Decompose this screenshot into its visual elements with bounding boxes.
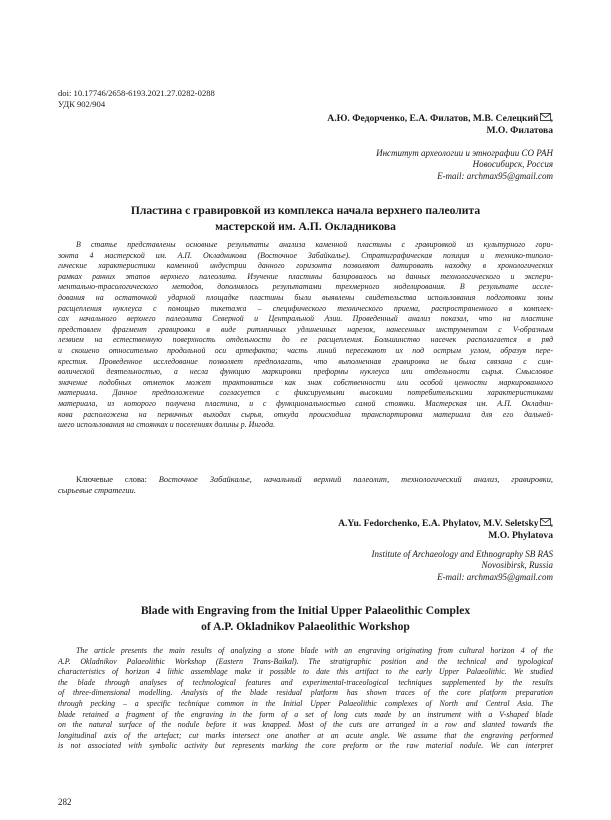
ru-title-line: мастерской им. А.П. Окладникова — [215, 219, 396, 233]
ru-abstract-line: ментально-трасологического методов, дополнялось результатами трехмерного моделирования. В результате иссле- — [58, 282, 553, 292]
ru-keywords-line — [58, 474, 553, 485]
en-abstract-line: characteristics of horizon 4 lithic assemblage make it possible to date this artifact to the early Upper Palaeolithic. We studied — [58, 667, 553, 677]
en-authors-line2: M.O. Phylatova — [488, 530, 553, 541]
ru-abstract-line: лезвием на естественную поверхность отдельности до ее расщепления. Большинство насечек располагается в ряд — [58, 335, 553, 345]
en-title-line: of A.P. Okladnikov Palaeolithic Workshop — [201, 619, 410, 633]
ru-abstract-line: кова расположена на первичных выходах сырья, откуда происходила транспортировка материала для его дальней- — [58, 409, 553, 419]
ru-city: Новосибирск, Россия — [472, 159, 553, 170]
envelope-icon — [540, 113, 551, 121]
en-city: Novosibirsk, Russia — [481, 560, 553, 571]
ru-abstract-line: расщепления нуклеуса с помощью пикетажа – специфического технического приема, распространенного в комплек- — [58, 303, 553, 313]
ru-title-line: Пластина с гравировкой из комплекса начала верхнего палеолита — [130, 204, 481, 217]
en-abstract-line: longitudinal axis of the artefact; cut marks intersect one another at an acute angle. We assume that the engraving performed — [58, 730, 553, 740]
en-abstract-line: is not associated with symbolic activity but represents marking the core preform or the raw material nodule. We can interpret — [58, 741, 553, 751]
ru-abstract-line: и скошено относительно продольной оси артефакта; часть линий пересекают их под острым углом, образуя пере- — [58, 345, 553, 355]
ru-authors-line: А.Ю. Федорченко, Е.А. Филатов, М.В. Селецкий , — [327, 113, 553, 124]
en-title — [58, 603, 553, 634]
ru-abstract-line: материала. Данное предположение согласуется с фиксируемыми высокими потребительскими характеристиками — [58, 388, 553, 398]
en-abstract-line: on the natural surface of the nodule before it was knapped. Most of the cuts are arranged in a row and slanted towards the — [58, 720, 553, 730]
en-affiliation — [372, 549, 553, 583]
en-abstract-line: of three-dimensional modelling. Analysis of the blade residual platform has shown traces of the core platform preparation — [58, 688, 553, 698]
ru-abstract-line: В статье представлены основные результаты анализа каменной пластины с гравировкой из культурного гори- — [76, 240, 553, 249]
ru-keywords-line2: сырьевые стратегии. — [58, 486, 136, 496]
ru-abstract-line: значение подобных отметок может трактоваться как знак собственности или особой ценности маркированного — [58, 377, 553, 387]
ru-abstract-line: материала, из которого получена пластина, и с функциональностью самой стоянки. Мастерская им. А.П. Окладни- — [58, 398, 553, 408]
ru-abstract-line: рамках ранних этапов верхнего палеолита. Изучение пластины базировалось на данных технологического и экспери- — [58, 271, 553, 281]
keywords-label: Ключевые слова: — [76, 475, 159, 484]
ru-abstract-line: представлен фрагмент гравировки в виде ритмичных удлиненных нарезок, нанесенных инструментом с V-образным — [58, 324, 553, 334]
en-abstract-line: through pecking – a specific technique common in the Initial Upper Palaeolithic complexes of North and Central Asia. The — [58, 698, 553, 708]
ru-affiliation — [376, 148, 553, 182]
ru-abstract — [58, 240, 553, 431]
en-title-line: Blade with Engraving from the Initial Upper Palaeolithic Complex — [140, 604, 471, 617]
udc-line: УДК 902/904 — [58, 99, 106, 109]
ru-authors — [327, 113, 553, 137]
envelope-icon — [540, 518, 551, 526]
en-abstract-line: A.P. Okladnikov Palaeolithic Workshop (Eastern Trans-Baikal). The stratigraphic position and the technical and typological — [58, 656, 553, 666]
ru-title — [58, 203, 553, 234]
ru-keywords — [58, 474, 553, 496]
ru-abstract-line: шего использования на стоянках и поселениях долины р. Ингода. — [58, 420, 276, 430]
ru-authors-names: А.Ю. Федорченко, Е.А. Филатов, М.В. Селецкий — [327, 113, 539, 124]
keywords-text: Восточное Забайкалье, начальный верхний палеолит, технологический анализ, гравировки, — [158, 475, 553, 484]
en-email[interactable]: E-mail: archmax95@gmail.com — [437, 571, 553, 582]
ru-abstract-line: крестия. Проведенное исследование позволяет предполагать, что выполненная гравировка не была связана с сим- — [58, 356, 553, 366]
ru-abstract-line: зонта 4 мастерской им. А.П. Окладникова (Восточное Забайкалье). Стратиграфическая позиция и технико-типоло- — [58, 250, 553, 260]
ru-abstract-line: сах начального верхнего палеолита Северной и Центральной Азии. Проведенный анализ показал, что на пластине — [58, 314, 553, 324]
ru-abstract-line: гические характеристики каменной индустрии данного горизонта позволяют датировать находку в хронологических — [58, 261, 553, 271]
en-authors-names: A.Yu. Fedorchenko, E.A. Phylatov, M.V. Seletsky — [338, 518, 539, 529]
en-authors-line: A.Yu. Fedorchenko, E.A. Phylatov, M.V. Seletsky , — [338, 518, 553, 529]
en-authors — [338, 518, 553, 542]
ru-abstract-line: дования на остаточной ударной площадке пластины были выявлены свидетельства использования подготовки зоны — [58, 292, 553, 302]
ru-abstract-line: волической деятельностью, а несла функцию маркировки преформы нуклеуса или отдельности сырья. Смысловое — [58, 367, 553, 377]
ru-email[interactable]: E-mail: archmax95@gmail.com — [437, 170, 553, 181]
ru-institute: Институт археологии и этнографии СО РАН — [376, 148, 553, 158]
en-abstract-line: The article presents the main results of analyzing a stone blade with an engraving originating from cultural horizon 4 of the — [76, 646, 553, 655]
en-abstract-line: the blade through analyses of technological features and experimental-traceological techniques supplemented by the results — [58, 677, 553, 687]
en-abstract-line: blade retained a fragment of the engraving in the form of a set of long cuts made by an instrument with a V-shaped blade — [58, 709, 553, 719]
doi-line: doi: 10.17746/2658-6193.2021.27.0282-0288 — [58, 88, 215, 98]
page-number: 282 — [58, 797, 72, 807]
en-abstract — [58, 646, 553, 752]
ru-authors-line2: М.О. Филатова — [486, 125, 553, 136]
en-institute: Institute of Archaeology and Ethnography SB RAS — [371, 549, 553, 559]
